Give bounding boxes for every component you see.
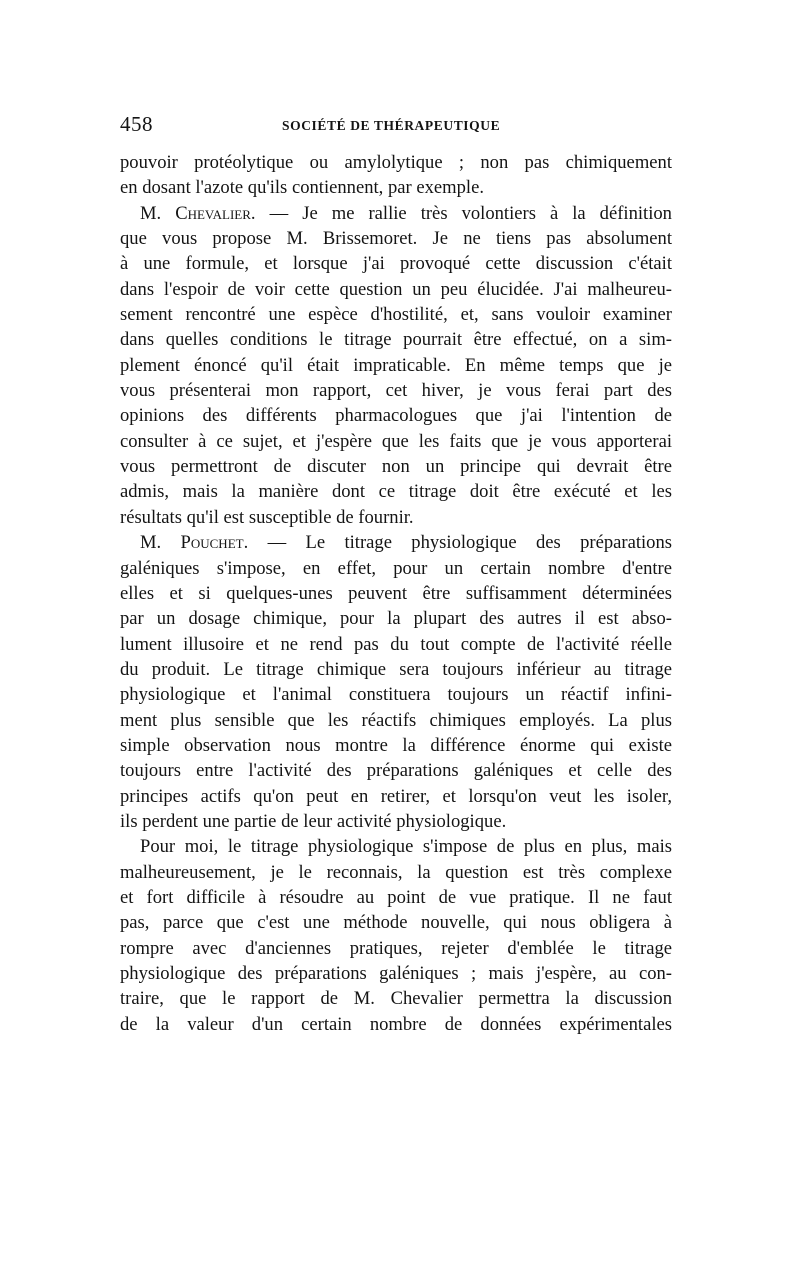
running-head: [120, 108, 672, 138]
page-number: 458: [120, 112, 153, 136]
text-line: principes actifs qu'on peut en retirer, et lorsqu'on veut les isoler,: [120, 785, 672, 807]
text-line: vous présenterai mon rapport, cet hiver, je vous ferai part des: [120, 380, 672, 402]
text-line: traire, que le rapport de M. Chevalier permettra la discussion: [120, 988, 672, 1010]
text-line: par un dosage chimique, pour la plupart des autres il est abso-: [120, 608, 672, 630]
text-line: toujours entre l'activité des préparations galéniques et celle des: [120, 760, 672, 782]
body-text: [120, 150, 672, 1037]
text-line: admis, mais la manière dont ce titrage doit être exécuté et les: [120, 481, 672, 503]
text-line: vous permettront de discuter non un principe qui devrait être: [120, 456, 672, 478]
text-line: pouvoir protéolytique ou amylolytique ; non pas chimiquement: [120, 152, 672, 173]
text-line: résultats qu'il est susceptible de fournir.: [120, 506, 414, 528]
text-line: que vous propose M. Brissemoret. Je ne tiens pas absolument: [120, 228, 672, 250]
speaker-name: M. Chevalier.: [140, 202, 256, 224]
text-line-content: — Le titrage physiologique des préparations: [267, 532, 672, 554]
text-line: elles et si quelques-unes peuvent être suffisamment déterminées: [120, 582, 672, 604]
text-line: ils perdent une partie de leur activité physiologique.: [120, 810, 507, 832]
text-line: physiologique des préparations galéniques ; mais j'espère, au con-: [120, 963, 672, 984]
text-line: rompre avec d'anciennes pratiques, rejeter d'emblée le titrage: [120, 937, 672, 959]
running-title: SOCIÉTÉ DE THÉRAPEUTIQUE: [282, 118, 501, 133]
text-line: pas, parce que c'est une méthode nouvelle, qui nous obligera à: [120, 912, 672, 934]
text-line: opinions des différents pharmacologues que j'ai l'intention de: [120, 405, 672, 427]
text-line: dans quelles conditions le titrage pourrait être effectué, on a sim-: [120, 329, 672, 351]
text-line: en dosant l'azote qu'ils contiennent, par exemple.: [120, 177, 484, 199]
text-line: malheureusement, je le reconnais, la question est très complexe: [120, 861, 672, 883]
book-page: [120, 108, 672, 1037]
text-line: du produit. Le titrage chimique sera toujours inférieur au titrage: [120, 658, 672, 680]
text-line: dans l'espoir de voir cette question un peu élucidée. J'ai malheureu-: [120, 278, 672, 300]
text-line: ment plus sensible que les réactifs chimiques employés. La plus: [120, 709, 672, 731]
text-line: sement rencontré une espèce d'hostilité, et, sans vouloir examiner: [120, 304, 672, 326]
speaker-name: M. Pouchet.: [140, 532, 249, 554]
text-line: lument illusoire et ne rend pas du tout compte de l'activité réelle: [120, 633, 672, 655]
text-line: simple observation nous montre la différence énorme qui existe: [120, 734, 672, 756]
text-line: plement énoncé qu'il était impraticable. En même temps que je: [120, 354, 672, 376]
text-line-content: — Je me rallie très volontiers à la définition: [269, 202, 672, 224]
text-line: et fort difficile à résoudre au point de vue pratique. Il ne faut: [120, 886, 672, 908]
text-line: à une formule, et lorsque j'ai provoqué cette discussion c'était: [120, 253, 672, 275]
text-line: physiologique et l'animal constituera toujours un réactif infini-: [120, 684, 672, 706]
text-line: Pour moi, le titrage physiologique s'impose de plus en plus, mais: [140, 836, 672, 858]
text-line: [120, 201, 672, 226]
text-line: [120, 530, 672, 555]
text-line: galéniques s'impose, en effet, pour un certain nombre d'entre: [120, 557, 672, 579]
text-line: de la valeur d'un certain nombre de données expérimentales: [120, 1013, 672, 1035]
text-line: consulter à ce sujet, et j'espère que les faits que je vous apporterai: [120, 430, 672, 452]
